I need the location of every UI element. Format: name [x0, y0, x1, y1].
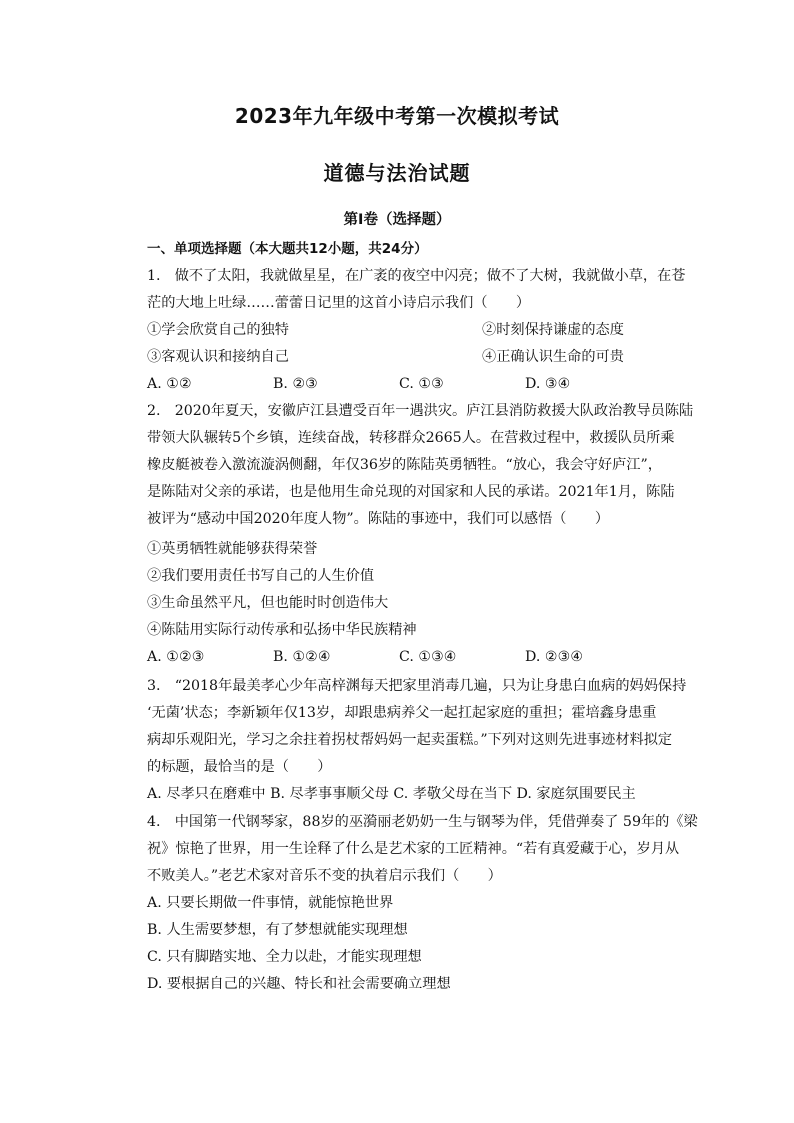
- q4-option-d: D. 要根据自己的兴趣、特长和社会需要确立理想: [147, 976, 451, 992]
- q2-option-b: B. ①②④: [273, 649, 331, 665]
- q1-statement-1: ①学会欣赏自己的独特: [147, 322, 289, 338]
- q2-option-c: C. ①③④: [399, 649, 457, 665]
- q1-stem-line-1: 1. 做不了太阳，我就做星星，在广袤的夜空中闪亮；做不了大树，我就做小草，在苍: [147, 268, 686, 284]
- q2-option-a: A. ①②③: [147, 649, 205, 665]
- q4-option-b: B. 人生需要梦想，有了梦想就能实现理想: [147, 922, 408, 938]
- q2-stem-line-5: 被评为“感动中国2020年度人物”。陈陆的事迹中，我们可以感悟（ ）: [147, 511, 610, 527]
- volume-title: 第Ⅰ卷（选择题）: [343, 212, 451, 228]
- q2-stem-line-4: 是陈陆对父亲的承诺，也是他用生命兑现的对国家和人民的承诺。2021年1月，陈陆: [147, 484, 675, 500]
- q3-stem-line-2: ‘无菌’状态；李新颖年仅13岁，却跟患病养父一起扛起家庭的重担；霍培鑫身患重: [147, 705, 657, 721]
- q1-statement-2: ②时刻保持谦虚的态度: [482, 322, 624, 338]
- q4-option-a: A. 只要长期做一件事情，就能惊艳世界: [147, 895, 394, 911]
- q1-statement-3: ③客观认识和接纳自己: [147, 349, 289, 365]
- q2-statement-1: ①英勇牺牲就能够获得荣誉: [147, 541, 318, 557]
- q4-option-c: C. 只有脚踏实地、全力以赴，才能实现理想: [147, 949, 422, 965]
- q2-statement-2: ②我们要用责任书写自己的人生价值: [147, 568, 375, 584]
- q1-option-c: C. ①③: [399, 376, 444, 392]
- q1-stem-line-2: 茫的大地上吐绿……蕾蕾日记里的这首小诗启示我们（ ）: [147, 295, 531, 311]
- q2-option-d: D. ②③④: [525, 649, 584, 665]
- q1-option-a: A. ①②: [147, 376, 192, 392]
- q3-stem-line-3: 病却乐观阳光，学习之余拄着拐杖帮妈妈一起卖蛋糕。”下列对这则先进事迹材料拟定: [147, 732, 673, 748]
- subject-title: 道德与法治试题: [323, 161, 471, 185]
- q2-stem-line-2: 带领大队辗转5个乡镇，连续奋战，转移群众2665人。在营救过程中，救援队员所乘: [147, 430, 675, 446]
- q4-stem-line-3: 不败美人。”老艺术家对音乐不变的执着启示我们（ ）: [147, 868, 502, 884]
- q3-stem-line-1: 3. “2018年最美孝心少年高梓渊每天把家里消毒几遍，只为让身患白血病的妈妈保持: [147, 678, 687, 694]
- q1-option-b: B. ②③: [273, 376, 318, 392]
- q4-stem-line-2: 祝》惊艳了世界，用一生诠释了什么是艺术家的工匠精神。“若有真爱藏于心，岁月从: [147, 841, 680, 857]
- q1-option-d: D. ③④: [525, 376, 571, 392]
- exam-title: 2023年九年级中考第一次模拟考试: [234, 104, 560, 128]
- q4-stem-line-1: 4. 中国第一代钢琴家，88岁的巫漪丽老奶奶一生与钢琴为伴，凭借弹奏了 59年的《梁: [147, 814, 698, 830]
- q3-options: A. 尽孝只在磨难中 B. 尽孝事事顺父母 C. 孝敬父母在当下 D. 家庭氛围要民主: [147, 786, 636, 802]
- q2-stem-line-1: 2. 2020年夏天，安徽庐江县遭受百年一遇洪灾。庐江县消防救援大队政治教导员陈陆: [147, 403, 694, 419]
- section-heading: 一、单项选择题（本大题共12小题，共24分）: [147, 241, 428, 257]
- q2-statement-3: ③生命虽然平凡，但也能时时创造伟大: [147, 595, 389, 611]
- q3-stem-line-4: 的标题，最恰当的是（ ）: [147, 759, 332, 775]
- q2-stem-line-3: 橡皮艇被卷入激流漩涡侧翻，年仅36岁的陈陆英勇牺牲。“放心，我会守好庐江”，: [147, 457, 662, 473]
- q2-statement-4: ④陈陆用实际行动传承和弘扬中华民族精神: [147, 622, 417, 638]
- q1-statement-4: ④正确认识生命的可贵: [482, 349, 624, 365]
